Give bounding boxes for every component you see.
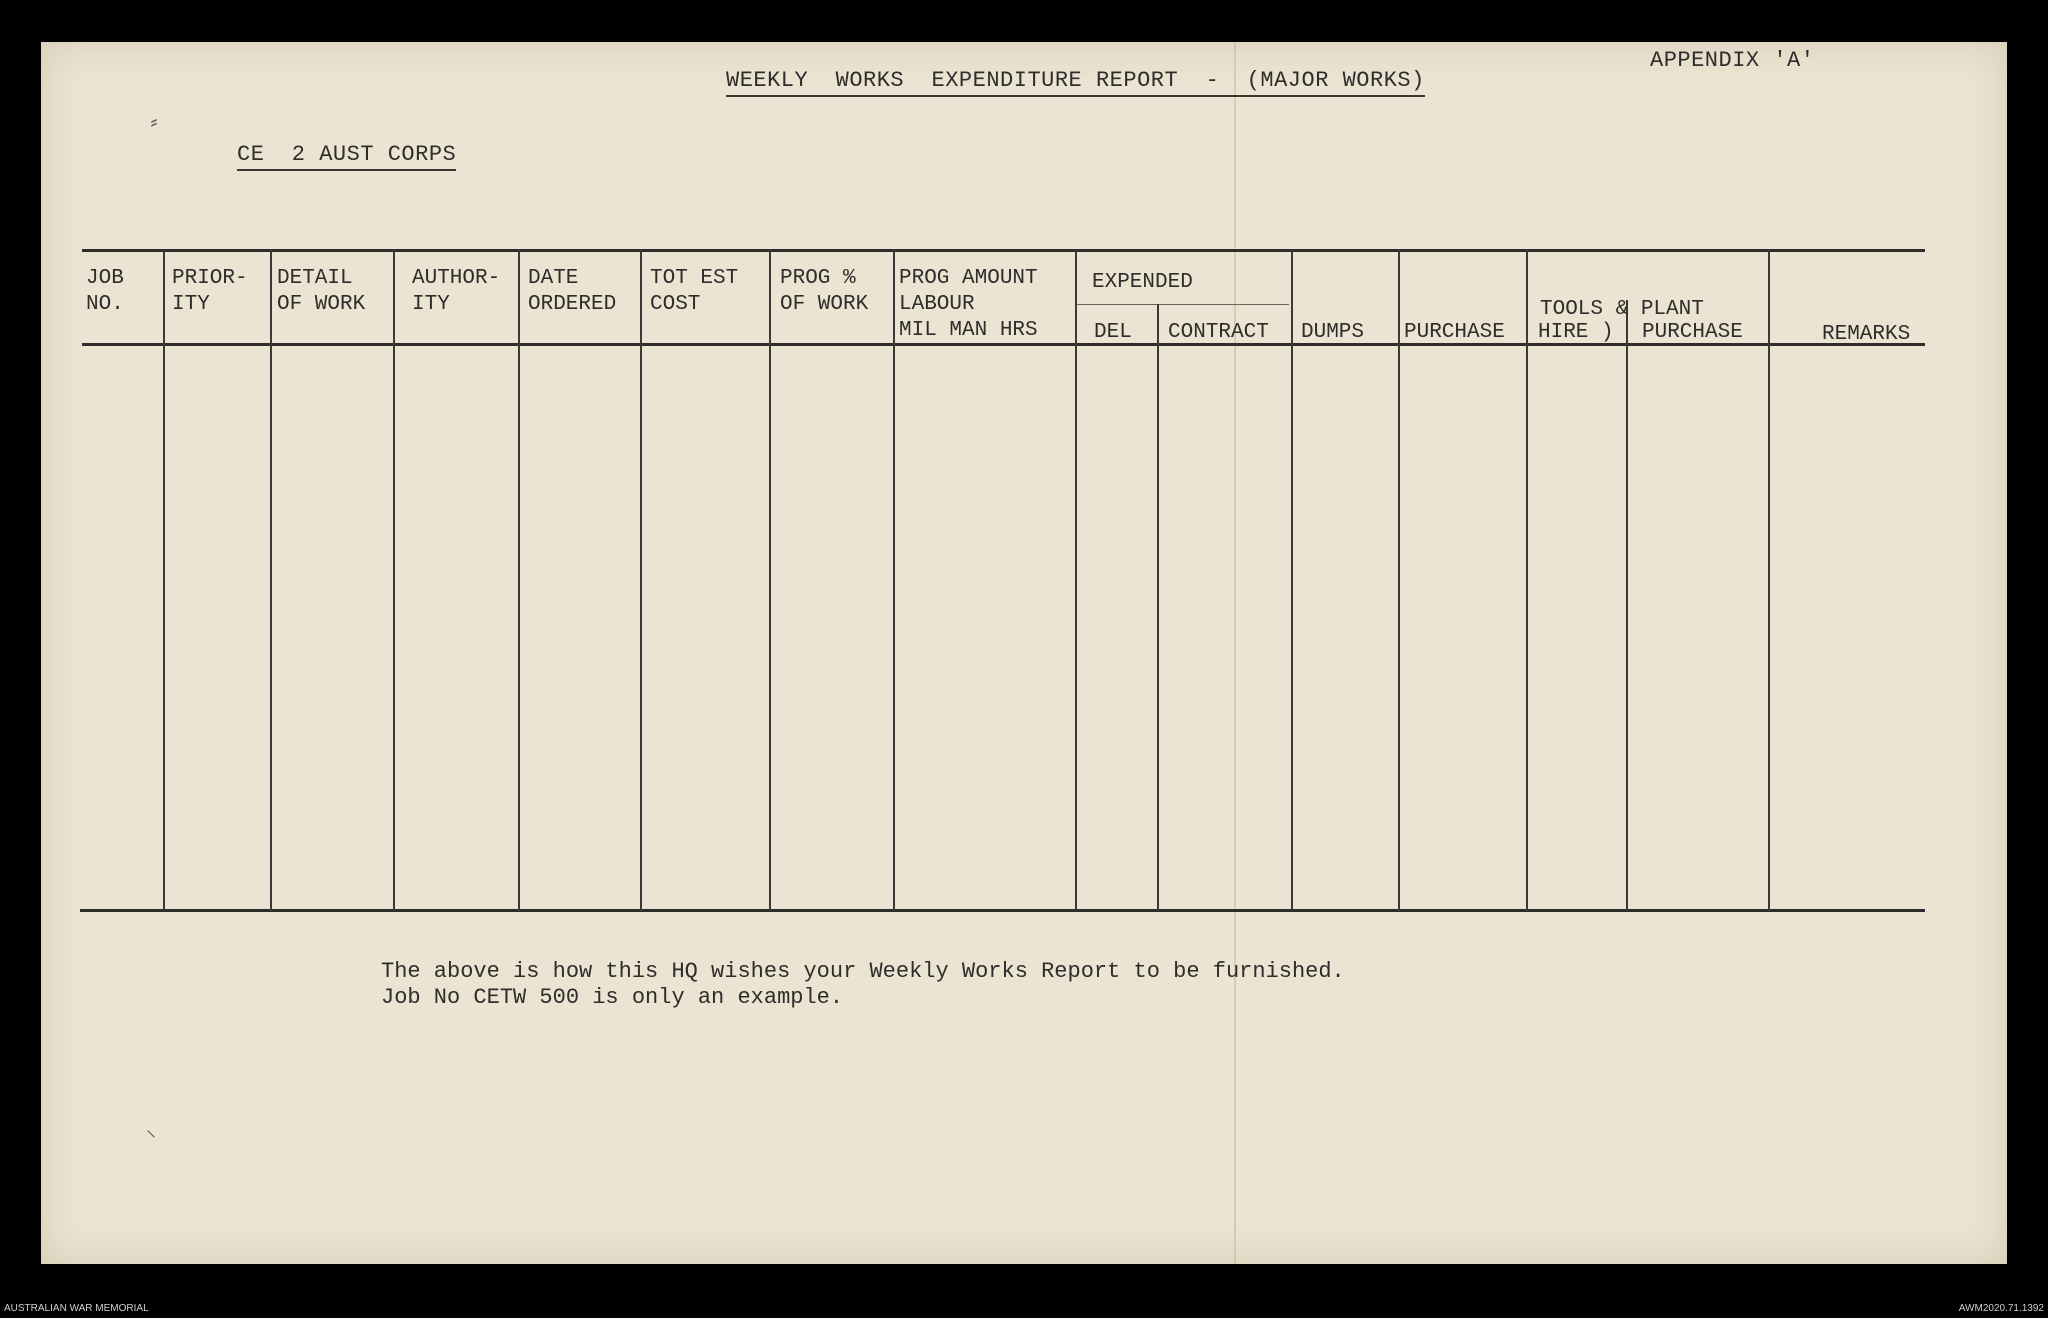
column-divider: [1075, 249, 1077, 911]
note-line-2: Job No CETW 500 is only an example.: [381, 985, 844, 1010]
header-purchase: PURCHASE: [1404, 321, 1505, 344]
footer-source: AUSTRALIAN WAR MEMORIAL: [4, 1303, 149, 1314]
column-divider: [1291, 249, 1293, 911]
expended-subrule: [1076, 304, 1289, 305]
unit-label: CE 2 AUST CORPS: [237, 142, 456, 171]
appendix-label: APPENDIX 'A': [1650, 48, 1815, 73]
table-bottom-rule: [80, 909, 1925, 912]
header-priority: PRIOR- ITY: [172, 267, 248, 316]
header-hire: HIRE ): [1538, 321, 1614, 344]
header-prog-amount-labour: PROG AMOUNT LABOUR MIL MAN HRS: [899, 267, 1038, 342]
column-divider: [1157, 304, 1159, 911]
header-date-ordered: DATE ORDERED: [528, 267, 617, 316]
table-top-rule: [82, 249, 1925, 252]
column-divider: [1768, 249, 1770, 911]
column-divider: [1626, 300, 1628, 911]
header-tools-plant: TOOLS & PLANT: [1540, 298, 1704, 321]
document-sheet: [41, 42, 2007, 1264]
column-divider: [270, 249, 272, 911]
header-dumps: DUMPS: [1301, 321, 1365, 344]
column-divider: [893, 249, 895, 911]
paper-fold: [1234, 42, 1236, 1264]
header-contract: CONTRACT: [1168, 321, 1269, 344]
paper-mark: ⸗: [148, 112, 161, 135]
paper-mark: ⸜: [146, 1120, 156, 1143]
column-divider: [163, 249, 165, 911]
footer-accession: AWM2020.71.1392: [1958, 1303, 2044, 1314]
header-job-no: JOB NO.: [86, 267, 124, 316]
column-divider: [1526, 249, 1528, 911]
column-divider: [1398, 249, 1400, 911]
report-title: WEEKLY WORKS EXPENDITURE REPORT - (MAJOR WORKS): [726, 68, 1425, 97]
header-del: DEL: [1094, 321, 1132, 344]
column-divider: [518, 249, 520, 911]
header-prog-of-work: PROG % OF WORK: [780, 267, 869, 316]
header-remarks: REMARKS: [1822, 323, 1911, 346]
header-authority: AUTHOR- ITY: [412, 267, 501, 316]
header-expended: EXPENDED: [1092, 271, 1193, 294]
column-divider: [769, 249, 771, 911]
column-divider: [640, 249, 642, 911]
note-line-1: The above is how this HQ wishes your Weekly Works Report to be furnished.: [381, 959, 1345, 984]
header-detail-of-work: DETAIL OF WORK: [277, 267, 366, 316]
column-divider: [393, 249, 395, 911]
header-tot-est-cost: TOT EST COST: [650, 267, 739, 316]
header-tools-purchase: PURCHASE: [1642, 321, 1743, 344]
